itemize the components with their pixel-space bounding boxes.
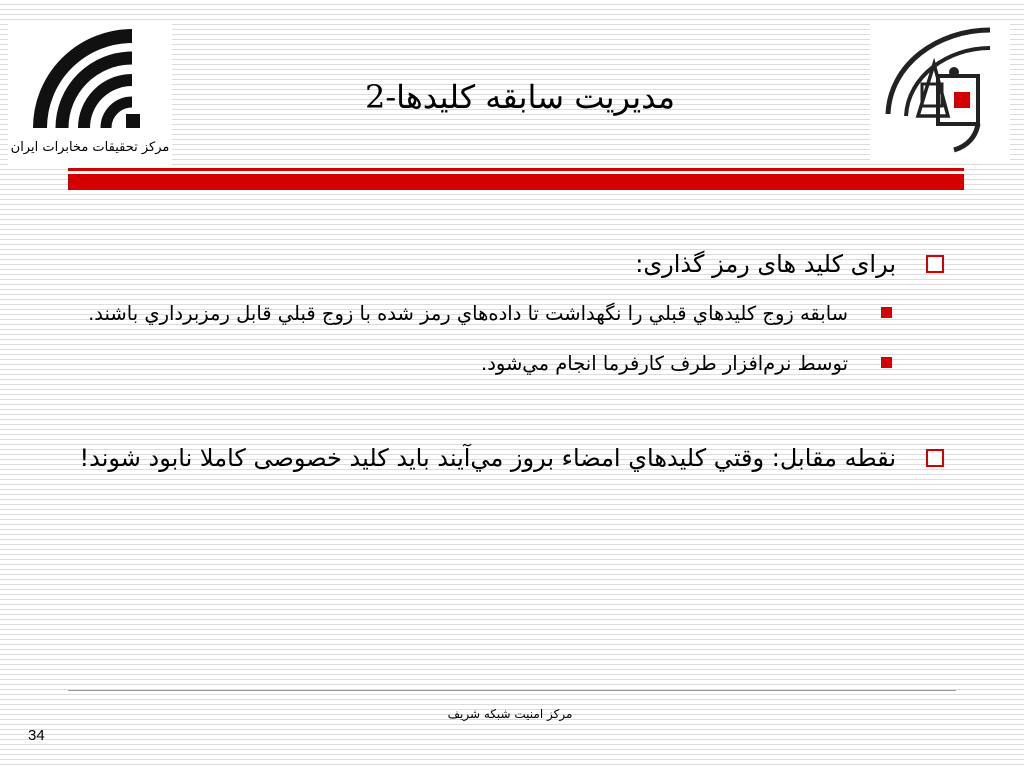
slide-content (70, 244, 950, 478)
itrc-signal-icon (28, 28, 152, 138)
sub-bullet-item (70, 294, 950, 334)
page-number: 34 (28, 727, 45, 744)
footer-divider (68, 690, 956, 691)
title-divider-thin (68, 168, 964, 171)
itrc-logo (8, 22, 172, 166)
bullet-item (70, 244, 950, 284)
hollow-square-bullet-icon (926, 255, 944, 273)
bullet-text: نقطه مقابل: وقتي کليدهاي امضاء بروز مي‌آيند بايد کليد خصوصی کاملا نابود شوند! (79, 444, 896, 472)
sub-bullet-text: سابقه زوج کليدهاي قبلي را نگهداشت تا داده‌هاي رمز شده با زوج قبلي قابل رمزبرداري باشند. (88, 302, 848, 325)
sub-bullet-text: توسط نرم‌افزار طرف کارفرما انجام مي‌شود. (481, 352, 848, 375)
sharif-emblem-icon (878, 24, 1002, 156)
hollow-square-bullet-icon (926, 449, 944, 467)
bullet-item (70, 438, 950, 478)
title-divider (68, 174, 964, 190)
filled-square-bullet-icon (881, 307, 892, 318)
footer-text: مرکز امنیت شبکه شریف (447, 707, 573, 721)
sharif-logo (870, 22, 1010, 160)
filled-square-bullet-icon (881, 357, 892, 368)
sub-bullet-item (70, 344, 950, 384)
slide-title: مديريت سابقه کليدها-2 (364, 78, 676, 116)
bullet-text: برای کلید های رمز گذاری: (635, 250, 896, 278)
logo-caption: مرکز تحقیقات مخابرات ایران (10, 140, 170, 155)
